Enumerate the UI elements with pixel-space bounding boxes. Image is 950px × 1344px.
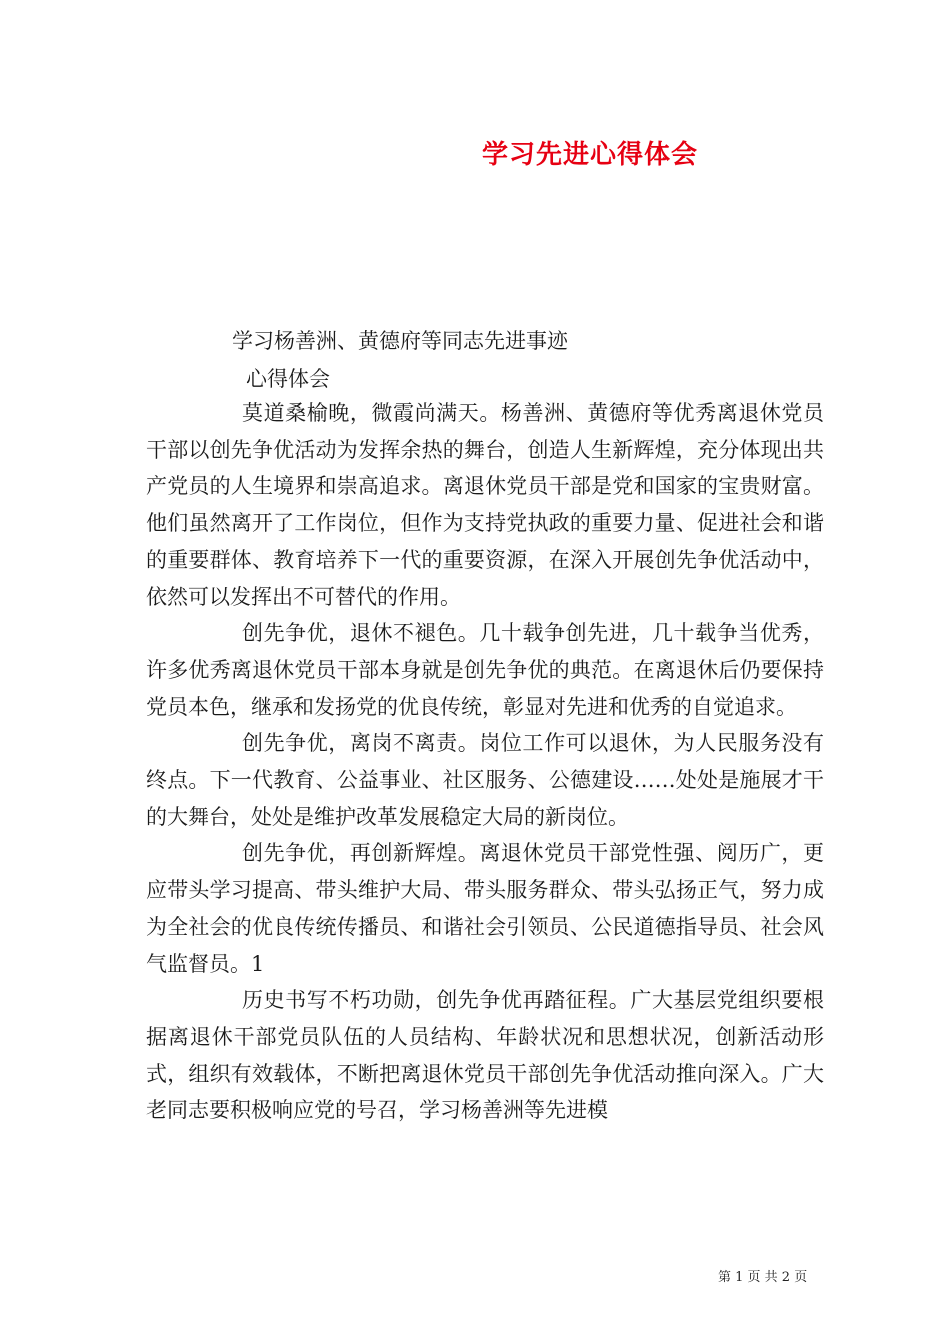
document-subtitle: 学习杨善洲、黄德府等同志先进事迹 (232, 329, 568, 353)
document-subtitle-line2: 心得体会 (246, 367, 330, 391)
paragraph: 创先争优，离岗不离责。岗位工作可以退休，为人民服务没有终点。下一代教育、公益事业、社区服务、公德建设……处处是施展才干的大舞台，处处是维护改革发展稳定大局的新岗位。 (146, 731, 824, 829)
page-title: 学习先进心得体会 (481, 140, 698, 170)
document-body (146, 395, 824, 1129)
paragraph: 莫道桑榆晚，微霞尚满天。杨善洲、黄德府等优秀离退休党员干部以创先争优活动为发挥余热的舞台，创造人生新辉煌，充分体现出共产党员的人生境界和崇高追求。离退休党员干部是党和国家的宝贵财富。他们虽然离开了工作岗位，但作为支持党执政的重要力量、促进社会和谐的重要群体、教育培养下一代的重要资源，在深入开展创先争优活动中，依然可以发挥出不可替代的作用。 (146, 401, 824, 609)
paragraph: 创先争优，退休不褪色。几十载争创先进，几十载争当优秀，许多优秀离退休党员干部本身就是创先争优的典范。在离退休后仍要保持党员本色，继承和发扬党的优良传统，彰显对先进和优秀的自觉追求。 (146, 621, 824, 719)
page-number: 第 1 页 共 2 页 (718, 1270, 808, 1285)
paragraph: 历史书写不朽功勋，创先争优再踏征程。广大基层党组织要根据离退休干部党员队伍的人员结构、年龄状况和思想状况，创新活动形式，组织有效载体，不断把离退休党员干部创先争优活动推向深入。广大老同志要积极响应党的号召，学习杨善洲等先进模 (146, 988, 824, 1123)
paragraph: 创先争优，再创新辉煌。离退休党员干部党性强、阅历广，更应带头学习提高、带头维护大局、带头服务群众、带头弘扬正气，努力成为全社会的优良传统传播员、和谐社会引领员、公民道德指导员、社会风气监督员。1 (146, 841, 824, 976)
